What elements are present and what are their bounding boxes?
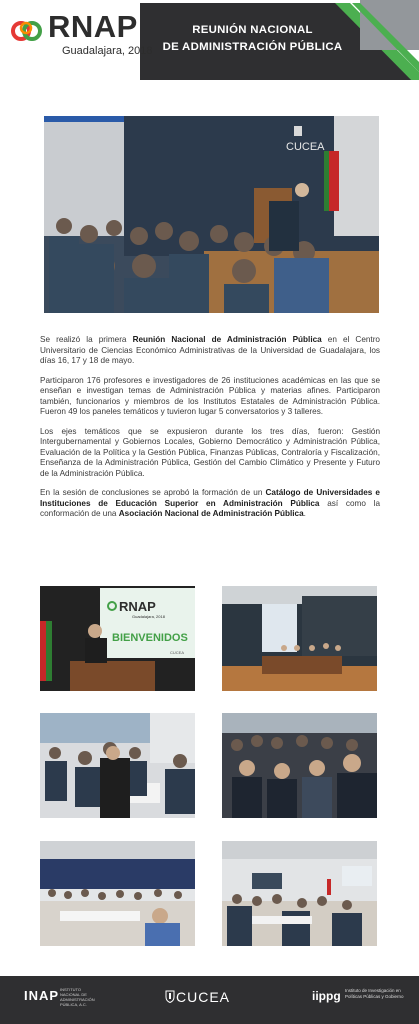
cucea-logo: CUCEA bbox=[176, 989, 231, 1005]
screen-cucea: CUCEA bbox=[170, 650, 185, 655]
inap-logo: INAP bbox=[24, 988, 60, 1003]
screen-welcome: BIENVENIDOS bbox=[112, 632, 188, 644]
inap-subtitle: INSTITUTO NACIONAL DE ADMINISTRACIÓN PÚBLICA, A.C. bbox=[60, 987, 95, 1007]
title-line-1: REUNIÓN NACIONAL bbox=[192, 24, 313, 36]
logo-subtitle: Guadalajara, 2018 bbox=[62, 45, 153, 57]
screen-sub: Guadalajara, 2018 bbox=[132, 614, 165, 619]
header bbox=[0, 0, 419, 80]
footer bbox=[0, 976, 419, 1024]
event-name: Reunión Nacional de Administración Pública bbox=[132, 335, 322, 344]
iippg-logo: iippg bbox=[312, 989, 341, 1003]
screen-logo: RNAP bbox=[119, 599, 156, 614]
asociacion-name: Asociación Nacional de Administración Pública bbox=[118, 509, 304, 518]
gallery-photo-presidium bbox=[222, 586, 377, 691]
article-body bbox=[40, 335, 380, 529]
paragraph-4: En la sesión de conclusiones se aprobó la formación de un Catálogo de Universidades e Instituciones de Educación Superior en Administración Pública así como la conformación de una Asociación Nacional de Administración Pública. bbox=[40, 488, 380, 518]
gallery-photo-room bbox=[40, 841, 195, 946]
rnap-rings-icon bbox=[10, 16, 44, 46]
logo-text: RNAP bbox=[48, 9, 138, 44]
gallery-photo-classroom bbox=[222, 841, 377, 946]
page-title bbox=[150, 22, 355, 56]
paragraph-2: Participaron 176 profesores e investigadores de 26 instituciones académicas en las que se enseñan e investigan temas de Administración Pública y materias afines. Participaron también, funcionarios y miembros de los Institutos Estatales de Administración Pública. Fueron 49 los paneles temáticos y tuvieron lugar 5 conversatorios y 3 talleres. bbox=[40, 375, 380, 416]
gallery-photo-speaker bbox=[40, 586, 195, 691]
paragraph-1: Se realizó la primera Reunión Nacional de Administración Pública en el Centro Universitario de Ciencias Económico Administrativas de la Universidad de Guadalajara, los días 16, 17 y 18 de mayo. bbox=[40, 335, 380, 365]
paragraph-3: Los ejes temáticos que se expusieron durante los tres días, fueron: Gestión Intergubernamental y Gobiernos Locales, Gobierno Democrático y Administración Pública, Evaluación de la Política y la Gestión Pública, Finanzas Públicas, Contraloría y Fiscalización, Enseñanza de la Administración Pública, Gestión del Cambio Climático y Presente y Futuro de la Administración Pública. bbox=[40, 426, 380, 478]
main-event-photo bbox=[44, 116, 379, 313]
title-line-2: DE ADMINISTRACIÓN PÚBLICA bbox=[162, 41, 343, 53]
gallery-photo-session bbox=[40, 713, 195, 818]
iippg-subtitle: Instituto de Investigación en Políticas Públicas y Gobierno bbox=[345, 988, 404, 999]
cucea-sign: CUCEA bbox=[286, 141, 325, 153]
catalogo-name: Catálogo de Universidades e Instituciones de Educación Superior en Administración Pública bbox=[40, 488, 380, 508]
udg-shield-icon bbox=[165, 990, 175, 1003]
gallery-photo-audience bbox=[222, 713, 377, 818]
